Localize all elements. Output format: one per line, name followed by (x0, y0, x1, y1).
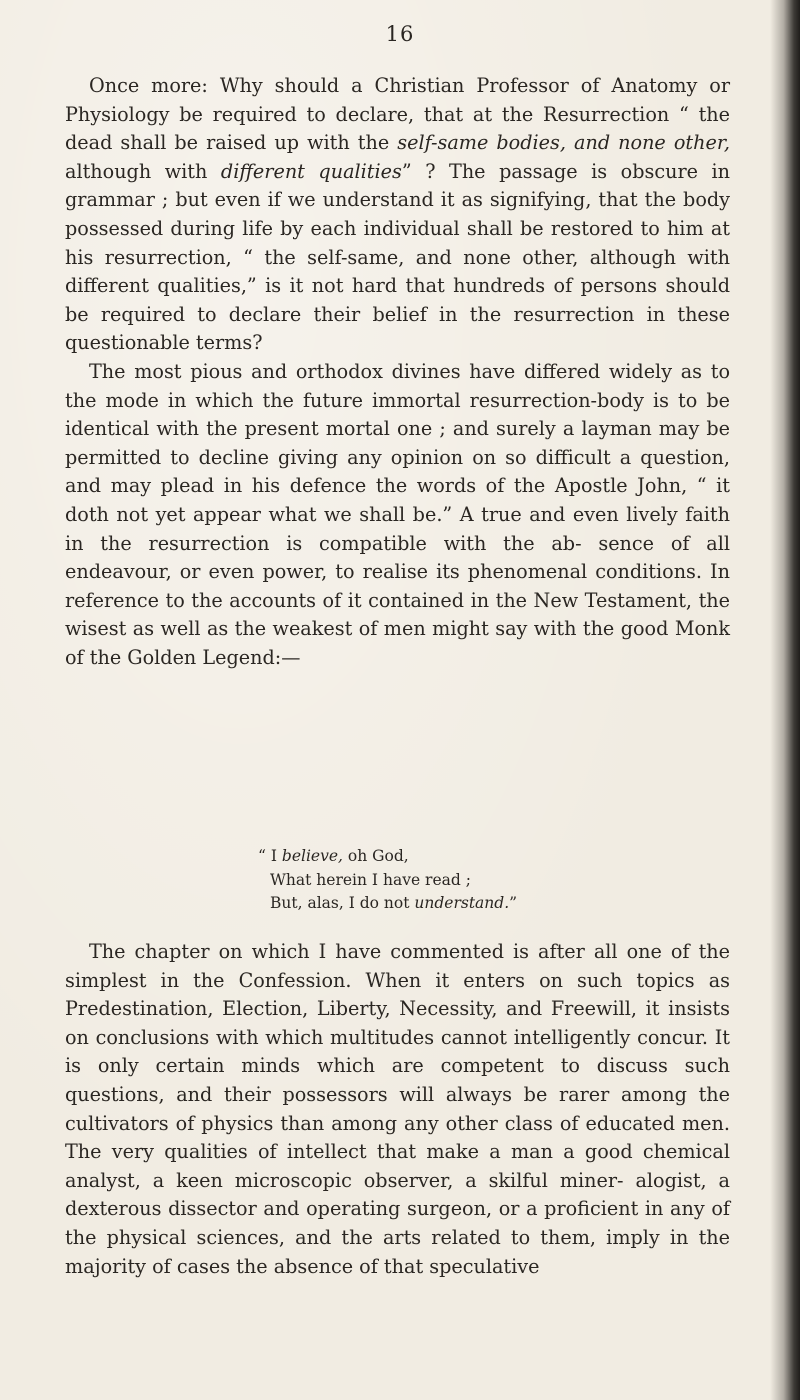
paragraph-3: The chapter on which I have commented is after all one of the simplest in the Confession. When it enters on such topics as Predestination, Election, Liberty, Necessity, and Freewill, it insists on conclusions with which multitudes cannot intelligently concur. It is only certain minds which are competent to discuss such questions, and their possessors will always be rarer among the cultivators of physics than among any other class of educated men. The very qualities of intellect that make a man a good chemical analyst, a keen microscopic observer, a skilful miner- alogist, a dexterous dissector and operating surgeon, or a proficient in any of the physical sciences, and the arts related to them, imply in the majority of cases the absence of that speculative (65, 940, 730, 1278)
verse-quotation (258, 845, 517, 916)
quote-line-1-b: oh God, (342, 847, 409, 865)
quote-line-1-a: “ I (258, 847, 282, 865)
paragraph-1-text-b: although with (65, 159, 221, 183)
quote-line-3-b: ” (509, 894, 518, 912)
quote-line-3-a: But, alas, I do not (270, 894, 415, 912)
quote-line-2: What herein I have read ; (270, 870, 471, 889)
body-text-lower (65, 938, 730, 1281)
paragraph-1-italic-b: different qualities (220, 159, 402, 183)
page-edge-shadow (770, 0, 800, 1400)
body-text-upper (65, 72, 730, 672)
page-number: 16 (385, 22, 415, 46)
quote-line-1 (258, 845, 517, 869)
paragraph-1-text-c: ” ? The passage is obscure in grammar ; but even if we understand it as signifying, that the body possessed during life by each individual shall be restored to him at his resurrection, “ the self-same, and none other, although with different qualities,” is it not hard that hundreds of persons should be required to declare their belief in the resurrection in these questionable terms? (65, 159, 731, 355)
paragraph-1 (65, 72, 730, 358)
paragraph-1-italic-a: self-same bodies, and none other, (397, 131, 730, 155)
paragraph-2: The most pious and orthodox divines have differed widely as to the mode in which the future immortal resurrection-body is to be identical with the present mortal one ; and surely a layman may be permitted to decline giving any opinion on so difficult a question, and may plead in his defence the words of the Apostle John, “ it doth not yet appear what we shall be.” A true and even lively faith in the resurrection is compatible with the ab- sence of all endeavour, or even power, to realise its phenomenal conditions. In reference to the accounts of it contained in the New Testament, the wisest as well as the weakest of men might say with the good Monk of the Golden Legend:— (65, 359, 730, 669)
paragraph-1-text-a: Once more: Why should a Christian Professor of Anatomy or Physiology be required to declare, that at the Resurrection “ the dead shall be raised up with the (65, 74, 730, 155)
quote-line-3 (258, 892, 517, 916)
quote-line-3-italic: understand. (414, 894, 510, 912)
quote-line-1-italic: believe, (281, 847, 343, 865)
